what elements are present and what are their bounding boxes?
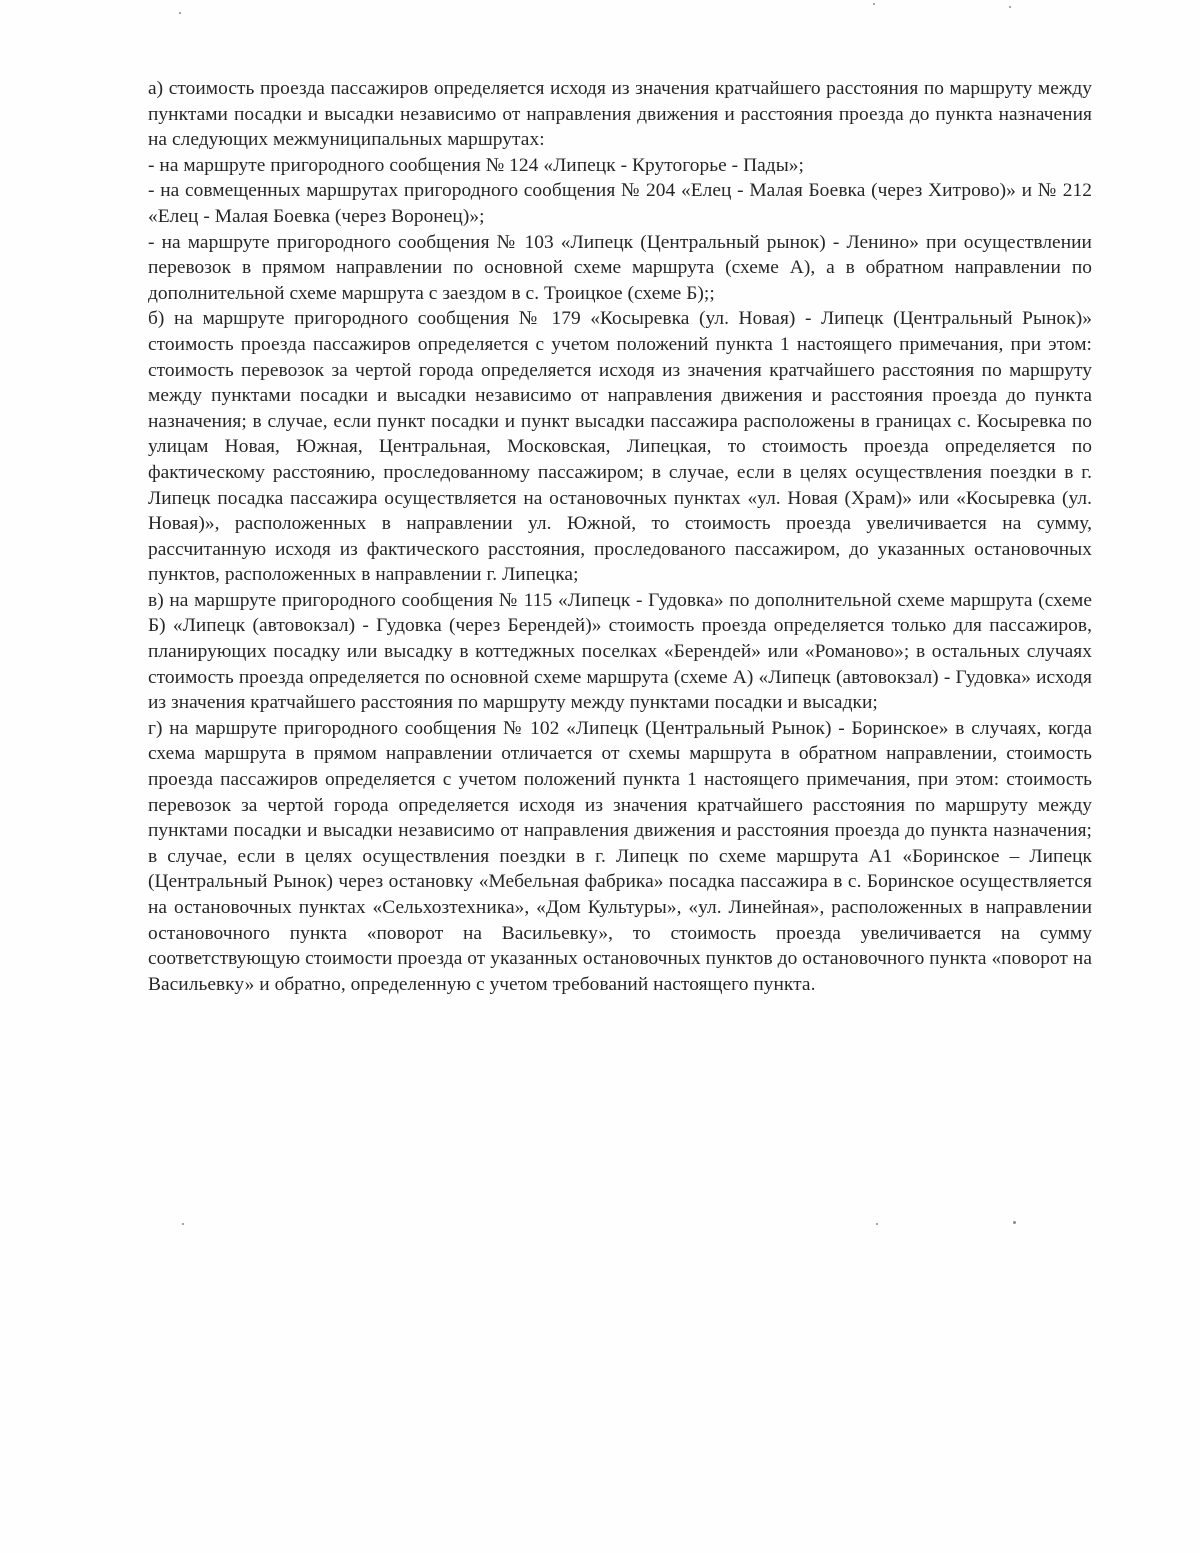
paragraph-v: в) на маршруте пригородного сообщения № 115 «Липецк - Гудовка» по дополнительной схеме маршрута (схеме Б) «Липецк (автовокзал) - Гудовка (через Берендей)» стоимость проезда определяется только для пассажиров, планирующих посадку или высадку в коттеджных поселках «Берендей» или «Романово»; в остальных случаях стоимость проезда определяется по основной схеме маршрута (схеме А) «Липецк (автовокзал) - Гудовка» исходя из значения кратчайшего расстояния по маршруту между пунктами посадки и высадки; bbox=[148, 589, 1092, 714]
scan-speck bbox=[876, 1223, 878, 1225]
paragraph-a: а) стоимость проезда пассажиров определяется исходя из значения кратчайшего расстояния по маршруту между пунктами посадки и высадки независимо от направления движения и расстояния проезда до пункта назначения на следующих межмуниципальных маршрутах: bbox=[148, 78, 1092, 151]
scan-speck bbox=[182, 1223, 184, 1225]
scan-speck bbox=[1013, 1221, 1016, 1224]
document-body bbox=[148, 76, 1092, 997]
scan-speck bbox=[179, 12, 181, 14]
list-item-route-124: - на маршруте пригородного сообщения № 124 «Липецк - Крутогорье - Пады»; bbox=[148, 154, 804, 176]
scan-speck bbox=[873, 3, 875, 5]
paragraph-b: б) на маршруте пригородного сообщения № 179 «Косыревка (ул. Новая) - Липецк (Центральный Рынок)» стоимость проезда пассажиров определяется с учетом положений пункта 1 настоящего примечания, при этом: стоимость перевозок за чертой города определяется исходя из значения кратчайшего расстояния по маршруту между пунктами посадки и высадки независимо от направления движения и расстояния проезда до пункта назначения; в случае, если пункт посадки и пункт высадки пассажира расположены в границах с. Косыревка по улицам Новая, Южная, Центральная, Московская, Липецкая, то стоимость проезда определяется по фактическому расстоянию, проследованному пассажиром; в случае, если в целях осуществления поездки в г. Липецк посадка пассажира осуществляется на остановочных пунктах «ул. Новая (Храм)» или «Косыревка (ул. Новая)», расположенных в направлении ул. Южной, то стоимость проезда увеличивается на сумму, рассчитанную исходя из фактического расстояния, проследованого пассажиром, до указанных остановочных пунктов, расположенных в направлении г. Липецка; bbox=[148, 308, 1092, 586]
list-item-route-103: - на маршруте пригородного сообщения № 103 «Липецк (Центральный рынок) - Ленино» при осуществлении перевозок в прямом направлении по основной схеме маршрута (схеме А), а в обратном направлении по дополнительной схеме маршрута с заездом в с. Троицкое (схеме Б);; bbox=[148, 231, 1092, 304]
list-item-route-204-212: - на совмещенных маршрутах пригородного сообщения № 204 «Елец - Малая Боевка (через Хитрово)» и № 212 «Елец - Малая Боевка (через Воронец)»; bbox=[148, 180, 1092, 227]
scan-speck bbox=[1009, 6, 1011, 8]
paragraph-g: г) на маршруте пригородного сообщения № 102 «Липецк (Центральный Рынок) - Боринское» в случаях, когда схема маршрута в прямом направлении отличается от схемы маршрута в обратном направлении, стоимость проезда пассажиров определяется с учетом положений пункта 1 настоящего примечания, при этом: стоимость перевозок за чертой города определяется исходя из значения кратчайшего расстояния по маршруту между пунктами посадки и высадки независимо от направления движения и расстояния проезда до пункта назначения; в случае, если в целях осуществления поездки в г. Липецк по схеме маршрута А1 «Боринское – Липецк (Центральный Рынок) через остановку «Мебельная фабрика» посадка пассажира в с. Боринское осуществляется на остановочных пунктах «Сельхозтехника», «Дом Культуры», «ул. Линейная», расположенных в направлении остановочного пункта «поворот на Васильевку», то стоимость проезда увеличивается на сумму соответствующую стоимости проезда от указанных остановочных пунктов до остановочного пункта «поворот на Васильевку» и обратно, определенную с учетом требований настоящего пункта. bbox=[148, 717, 1092, 995]
